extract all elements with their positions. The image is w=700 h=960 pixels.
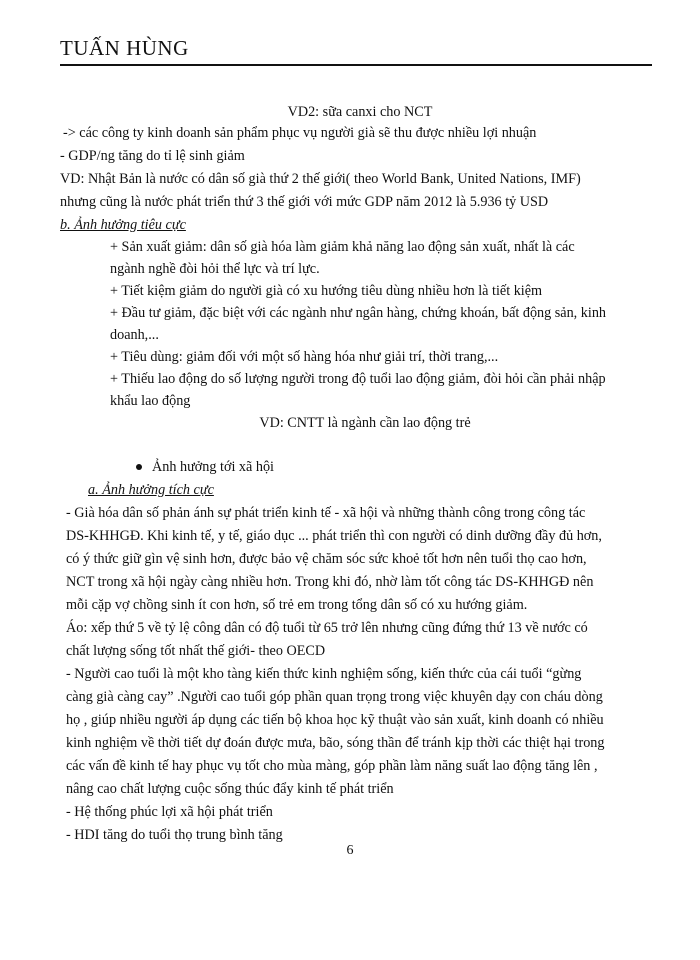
body-line: - Hệ thống phúc lợi xã hội phát triển <box>66 804 273 820</box>
section-heading: a. Ảnh hưởng tích cực <box>88 482 214 498</box>
bullet-line: ngành nghề đòi hỏi thể lực và trí lực. <box>110 261 320 277</box>
body-line: - Người cao tuổi là một kho tàng kiến thức kinh nghiệm sống, kiến thức của cái tuổi “gừng <box>66 666 582 682</box>
body-line: nhưng cũng là nước phát triển thứ 3 thế giới với mức GDP năm 2012 là 5.936 tỷ USD <box>60 194 549 210</box>
page-number: 6 <box>346 843 354 858</box>
bullet-line: + Tiết kiệm giảm do người già có xu hướng tiêu dùng nhiều hơn là tiết kiệm <box>110 283 543 299</box>
bullet-line: + Tiêu dùng: giảm đối với một số hàng hóa như giải trí, thời trang,... <box>110 349 499 365</box>
body-line: DS-KHHGĐ. Khi kinh tế, y tế, giáo dục ... phát triển thì con người có dinh dưỡng đầy đủ hơn, <box>66 528 602 544</box>
body-line: -> các công ty kinh doanh sản phẩm phục vụ người già sẽ thu được nhiều lợi nhuận <box>63 125 537 141</box>
body-line: - Già hóa dân số phản ánh sự phát triển kinh tế - xã hội và những thành công trong công tác <box>66 505 586 521</box>
subsection-heading: Ảnh hưởng tới xã hội <box>152 459 275 475</box>
bullet-line: khẩu lao động <box>110 393 191 409</box>
body-line: các vấn đề kinh tế hay phục vụ tốt cho mùa màng, góp phần làm năng suất lao động tăng lên , <box>66 758 598 774</box>
body-line: Áo: xếp thứ 5 về tỷ lệ công dân có độ tuổi từ 65 trở lên nhưng cũng đứng thứ 13 về nước có <box>66 620 588 636</box>
section-heading: b. Ảnh hưởng tiêu cực <box>60 217 186 233</box>
example-line: VD: CNTT là ngành cần lao động trẻ <box>259 415 471 431</box>
bullet-line: doanh,... <box>110 327 159 343</box>
body-line: NCT trong xã hội ngày càng nhiều hơn. Trong khi đó, nhờ làm tốt công tác DS-KHHGĐ nên <box>66 574 594 590</box>
body-line: - HDI tăng do tuổi thọ trung bình tăng <box>66 827 283 843</box>
bullet-dot-icon <box>136 464 142 470</box>
body-line: - GDP/ng tăng do tỉ lệ sinh giảm <box>60 148 245 164</box>
header-title: TUẤN HÙNG <box>60 36 189 60</box>
bullet-line: + Thiếu lao động do số lượng người trong độ tuổi lao động giảm, đòi hỏi cần phải nhập <box>110 371 606 387</box>
body-line: VD: Nhật Bản là nước có dân số già thứ 2 thế giới( theo World Bank, United Nations, IMF) <box>60 171 581 187</box>
body-line: nâng cao chất lượng cuộc sống thúc đẩy kinh tế phát triển <box>66 781 394 797</box>
header-rule <box>60 64 652 66</box>
bullet-line: + Đầu tư giảm, đặc biệt với các ngành như ngân hàng, chứng khoán, bất động sản, kinh <box>110 305 607 321</box>
body-line: mỗi cặp vợ chồng sinh ít con hơn, số trẻ em trong tổng dân số có xu hướng giảm. <box>66 597 528 613</box>
body-line: họ , giúp nhiều người áp dụng các tiến bộ khoa học kỹ thuật vào sản xuất, kinh doanh có nhiều <box>66 712 604 728</box>
body-line: càng già càng cay” .Người cao tuổi góp phần quan trọng trong việc khuyên dạy con cháu dòng <box>66 689 603 705</box>
body-line: kinh nghiệm về thời tiết dự đoán được mưa, bão, sóng thần để tránh kịp thời các thiệt hại trong <box>66 735 605 751</box>
body-line: chất lượng sống tốt nhất thế giới- theo OECD <box>66 643 326 659</box>
bullet-line: + Sản xuất giảm: dân số già hóa làm giảm khả năng lao động sản xuất, nhất là các <box>110 239 575 255</box>
example-line: VD2: sữa canxi cho NCT <box>287 104 433 120</box>
body-line: có ý thức giữ gìn vệ sinh hơn, được bảo vệ chăm sóc sức khoẻ tốt hơn nên tuổi thọ cao hơn, <box>66 551 587 567</box>
